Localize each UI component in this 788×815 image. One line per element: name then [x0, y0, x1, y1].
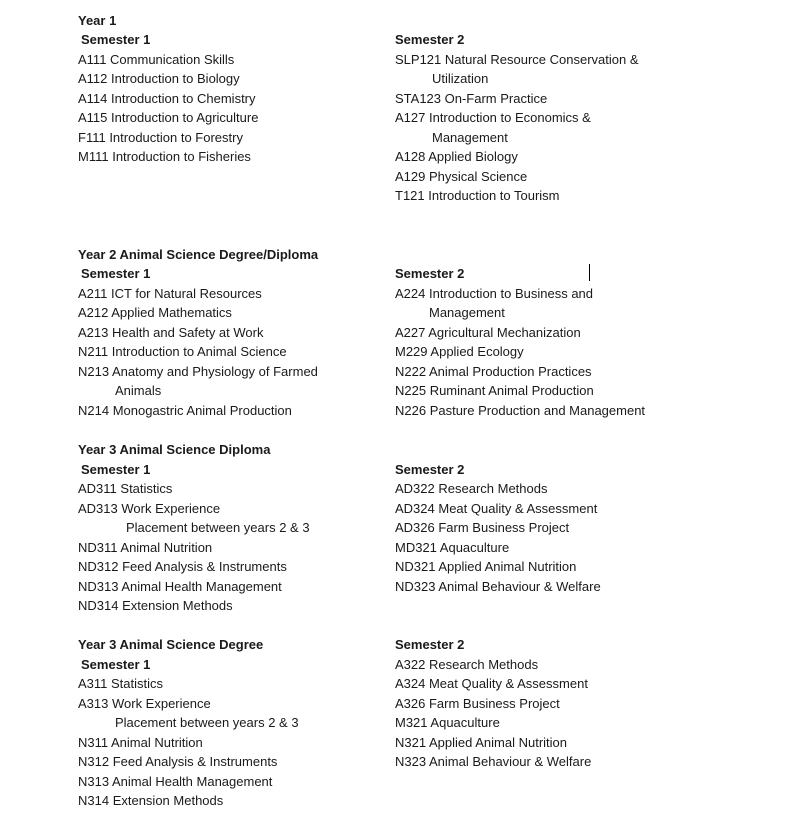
course-item: M229 Applied Ecology — [395, 344, 524, 359]
course-item: N321 Applied Animal Nutrition — [395, 735, 567, 750]
course-item: A326 Farm Business Project — [395, 696, 560, 711]
year3-degree-title: Year 3 Animal Science Degree — [78, 637, 264, 652]
course-item-continuation: Placement between years 2 & 3 — [115, 715, 299, 730]
year3-diploma-sem1-heading: Semester 1 — [81, 462, 151, 477]
course-item: N225 Ruminant Animal Production — [395, 383, 594, 398]
course-item: M111 Introduction to Fisheries — [78, 149, 251, 164]
course-item-continuation: Utilization — [432, 71, 489, 86]
course-item: A324 Meat Quality & Assessment — [395, 676, 588, 691]
course-item: A111 Communication Skills — [78, 52, 235, 67]
course-item: A115 Introduction to Agriculture — [78, 110, 259, 125]
course-item: ND313 Animal Health Management — [78, 579, 282, 594]
course-item: N312 Feed Analysis & Instruments — [78, 754, 278, 769]
course-item: AD322 Research Methods — [395, 481, 548, 496]
course-item-continuation: Management — [429, 305, 505, 320]
course-item: A227 Agricultural Mechanization — [395, 325, 581, 340]
course-item: N313 Animal Health Management — [78, 774, 273, 789]
course-item: AD324 Meat Quality & Assessment — [395, 501, 598, 516]
course-item: M321 Aquaculture — [395, 715, 500, 730]
course-item: N222 Animal Production Practices — [395, 364, 592, 379]
text-cursor — [589, 264, 590, 281]
course-item: A313 Work Experience — [78, 696, 211, 711]
course-item: ND321 Applied Animal Nutrition — [395, 559, 577, 574]
year2-sem1-heading: Semester 1 — [81, 266, 151, 281]
year2-sem2-heading: Semester 2 — [395, 266, 465, 281]
course-item: AD311 Statistics — [78, 481, 173, 496]
course-item: A114 Introduction to Chemistry — [78, 91, 256, 106]
course-item: N311 Animal Nutrition — [78, 735, 203, 750]
course-item: ND323 Animal Behaviour & Welfare — [395, 579, 601, 594]
course-item: SLP121 Natural Resource Conservation & — [395, 52, 639, 67]
year1-sem2-heading: Semester 2 — [395, 32, 465, 47]
course-item: T121 Introduction to Tourism — [395, 188, 560, 203]
course-item: N211 Introduction to Animal Science — [78, 344, 287, 359]
course-item: A224 Introduction to Business and — [395, 286, 594, 301]
course-item: F111 Introduction to Forestry — [78, 130, 243, 145]
course-item-continuation: Placement between years 2 & 3 — [126, 520, 310, 535]
course-item: A212 Applied Mathematics — [78, 305, 232, 320]
course-item: A129 Physical Science — [395, 169, 528, 184]
course-item: A322 Research Methods — [395, 657, 539, 672]
course-item: N226 Pasture Production and Management — [395, 403, 646, 418]
year3-degree-sem1-heading: Semester 1 — [81, 657, 151, 672]
course-item: ND314 Extension Methods — [78, 598, 233, 613]
course-item: N213 Anatomy and Physiology of Farmed — [78, 364, 318, 379]
course-item: AD326 Farm Business Project — [395, 520, 570, 535]
year3-diploma-title: Year 3 Animal Science Diploma — [78, 442, 271, 457]
course-item: N314 Extension Methods — [78, 793, 224, 808]
course-item: N214 Monogastric Animal Production — [78, 403, 292, 418]
year1-sem1-heading: Semester 1 — [81, 32, 151, 47]
year1-title: Year 1 — [78, 13, 117, 28]
course-item: STA123 On-Farm Practice — [395, 91, 548, 106]
year3-degree-sem2-heading: Semester 2 — [395, 637, 465, 652]
course-item: AD313 Work Experience — [78, 501, 221, 516]
course-item: A213 Health and Safety at Work — [78, 325, 264, 340]
course-item: A127 Introduction to Economics & — [395, 110, 591, 125]
course-item: MD321 Aquaculture — [395, 540, 510, 555]
course-item: ND311 Animal Nutrition — [78, 540, 213, 555]
course-item-continuation: Management — [432, 130, 508, 145]
course-item: A128 Applied Biology — [395, 149, 518, 164]
course-item: ND312 Feed Analysis & Instruments — [78, 559, 287, 574]
course-item-continuation: Animals — [115, 383, 162, 398]
course-item: A112 Introduction to Biology — [78, 71, 240, 86]
year2-title: Year 2 Animal Science Degree/Diploma — [78, 247, 319, 262]
year3-diploma-sem2-heading: Semester 2 — [395, 462, 465, 477]
course-item: A311 Statistics — [78, 676, 164, 691]
course-item: N323 Animal Behaviour & Welfare — [395, 754, 592, 769]
course-item: A211 ICT for Natural Resources — [78, 286, 262, 301]
